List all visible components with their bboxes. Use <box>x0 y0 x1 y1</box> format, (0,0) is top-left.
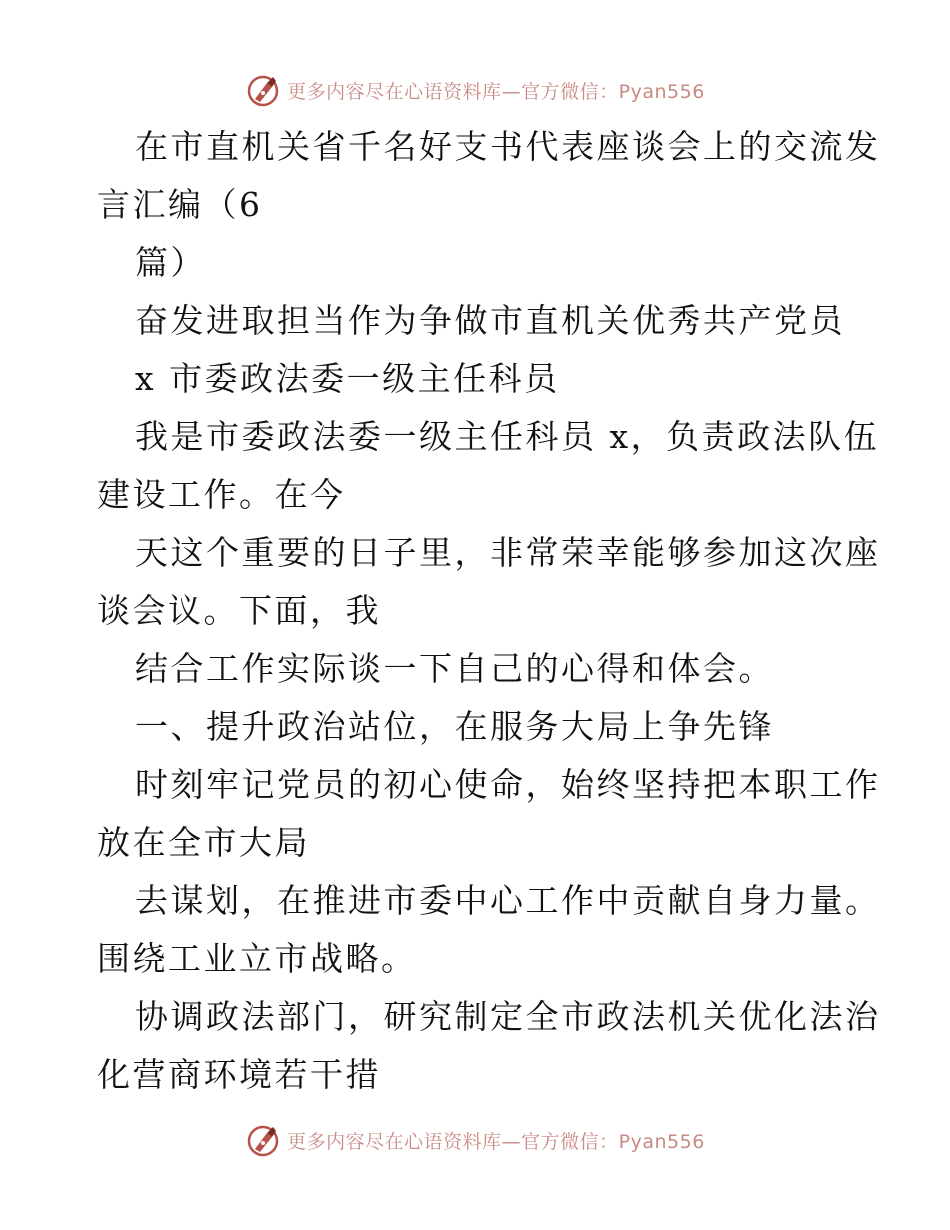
document-body <box>97 118 881 1104</box>
body-line: 建设工作。在今 <box>97 475 346 514</box>
body-line: 谈会议。下面，我 <box>97 591 381 630</box>
doc-title-line-2: 言汇编（6 <box>97 185 263 224</box>
body-line: 协调政法部门，研究制定全市政法机关优化法治 <box>135 997 881 1036</box>
body-line: 放在全市大局 <box>97 823 310 862</box>
header-watermark-text: 更多内容尽在心语资料库—官方微信：Pyan556 <box>287 80 705 103</box>
footer-watermark <box>0 1120 950 1160</box>
doc-title-line-3: 篇） <box>135 243 206 282</box>
author-line: x 市委政法委一级主任科员 <box>135 359 560 398</box>
doc-title-line-1: 在市直机关省千名好支书代表座谈会上的交流发 <box>135 127 881 166</box>
body-line: 去谋划，在推进市委中心工作中贡献自身力量。 <box>135 881 881 920</box>
body-line: 时刻牢记党员的初心使命，始终坚持把本职工作 <box>135 765 881 804</box>
section-heading: 一、提升政治站位，在服务大局上争先锋 <box>135 707 774 746</box>
pen-nib-circle-icon <box>245 72 281 108</box>
footer-watermark-text: 更多内容尽在心语资料库—官方微信：Pyan556 <box>287 1130 705 1153</box>
body-line: 我是市委政法委一级主任科员 x，负责政法队伍 <box>135 417 880 456</box>
body-line: 围绕工业立市战略。 <box>97 939 417 978</box>
article-title: 奋发进取担当作为争做市直机关优秀共产党员 <box>135 301 845 340</box>
body-line: 化营商环境若干措 <box>97 1055 381 1094</box>
pen-nib-circle-icon <box>245 1122 281 1158</box>
header-watermark <box>0 70 950 110</box>
body-line: 天这个重要的日子里，非常荣幸能够参加这次座 <box>135 533 881 572</box>
body-line: 结合工作实际谈一下自己的心得和体会。 <box>135 649 774 688</box>
